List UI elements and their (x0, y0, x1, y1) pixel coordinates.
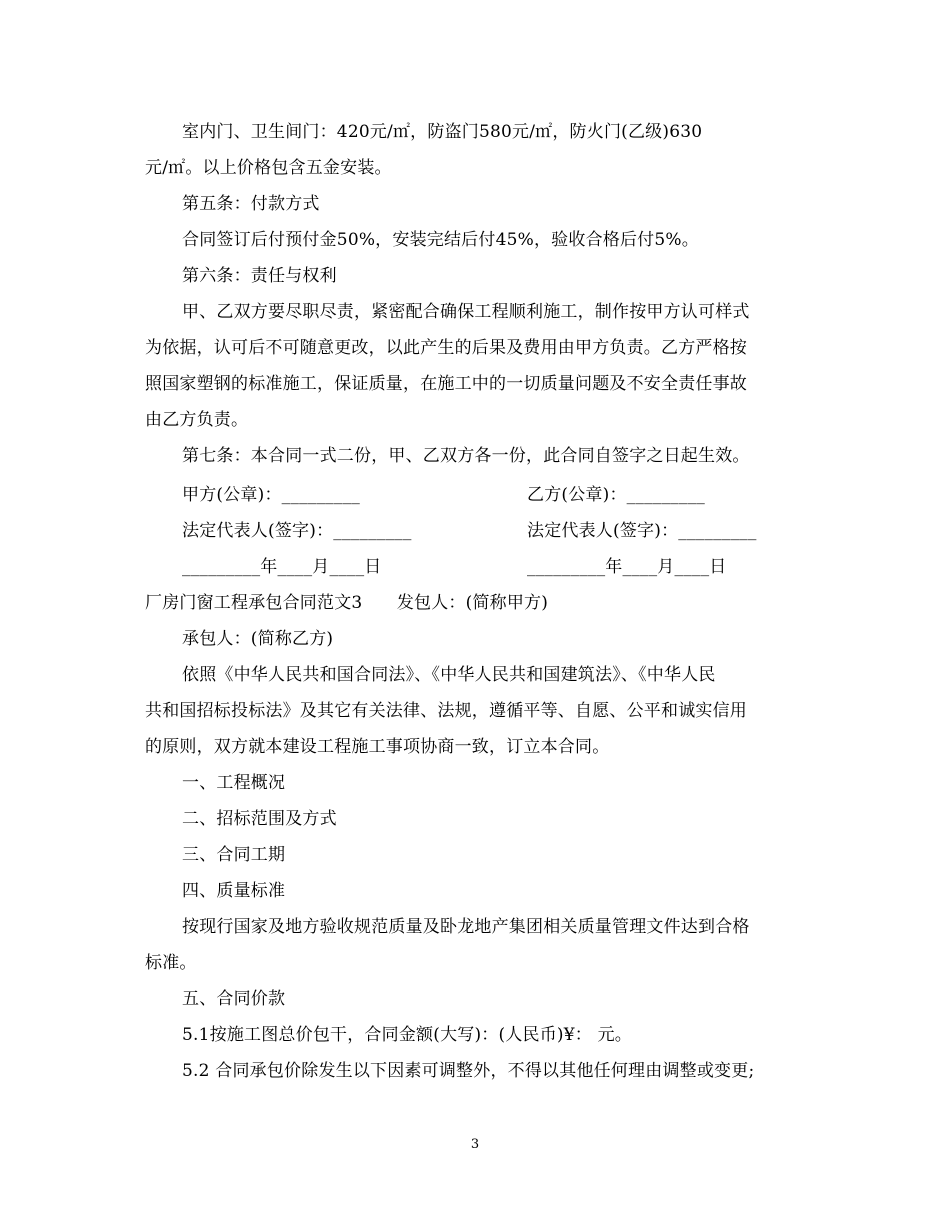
party-b-date: _________年____月____日 (527, 557, 727, 577)
section-heading: 三、合同工期 (182, 845, 286, 865)
party-b-representative: 法定代表人(签字)：_________ (527, 521, 757, 541)
text-line: 5.2 合同承包价除发生以下因素可调整外，不得以其他任何理由调整或变更; (182, 1061, 755, 1081)
section-heading: 二、招标范围及方式 (182, 809, 337, 829)
text-line: 由乙方负责。 (145, 410, 249, 430)
section-heading: 四、质量标准 (182, 881, 286, 901)
text-line: 合同签订后付预付金50%，安装完结后付45%，验收合格后付5%。 (182, 230, 699, 250)
text-line: 按现行国家及地方验收规范质量及卧龙地产集团相关质量管理文件达到合格 (182, 917, 750, 937)
page-number: 3 (470, 1137, 480, 1152)
text-line: 室内门、卫生间门：420元/㎡，防盗门580元/㎡，防火门(乙级)630 (182, 122, 703, 142)
party-a-seal: 甲方(公章)：_________ (182, 485, 360, 505)
section-heading: 第五条：付款方式 (182, 194, 320, 214)
text-line: 第七条：本合同一式二份，甲、乙双方各一份，此合同自签字之日起生效。 (182, 446, 750, 466)
section-heading: 五、合同价款 (182, 989, 286, 1009)
party-b-seal: 乙方(公章)：_________ (527, 485, 705, 505)
text-line: 依照《中华人民共和国合同法》、《中华人民共和国建筑法》、《中华人民 (182, 665, 716, 685)
party-a-date: _________年____月____日 (182, 557, 382, 577)
text-line: 共和国招标投标法》及其它有关法律、法规，遵循平等、自愿、公平和诚实信用 (145, 701, 747, 721)
text-line: 的原则，双方就本建设工程施工事项协商一致，订立本合同。 (145, 737, 610, 757)
text-line: 5.1按施工图总价包干，合同金额(大写)：(人民币)¥： 元。 (182, 1025, 632, 1045)
text-line: 为依据，认可后不可随意更改，以此产生的后果及费用由甲方负责。乙方严格按 (145, 338, 747, 358)
text-line: 甲、乙双方要尽职尽责，紧密配合确保工程顺利施工，制作按甲方认可样式 (182, 302, 750, 322)
section-heading: 一、工程概况 (182, 773, 286, 793)
text-line: 标准。 (145, 953, 197, 973)
text-line: 照国家塑钢的标准施工，保证质量，在施工中的一切质量问题及不安全责任事故 (145, 374, 747, 394)
contract-title-line: 厂房门窗工程承包合同范文3 发包人：(简称甲方) (145, 593, 549, 613)
text-line: 承包人：(简称乙方) (182, 629, 334, 649)
party-a-representative: 法定代表人(签字)：_________ (182, 521, 412, 541)
text-line: 元/㎡。以上价格包含五金安装。 (145, 158, 392, 178)
section-heading: 第六条：责任与权利 (182, 266, 337, 286)
